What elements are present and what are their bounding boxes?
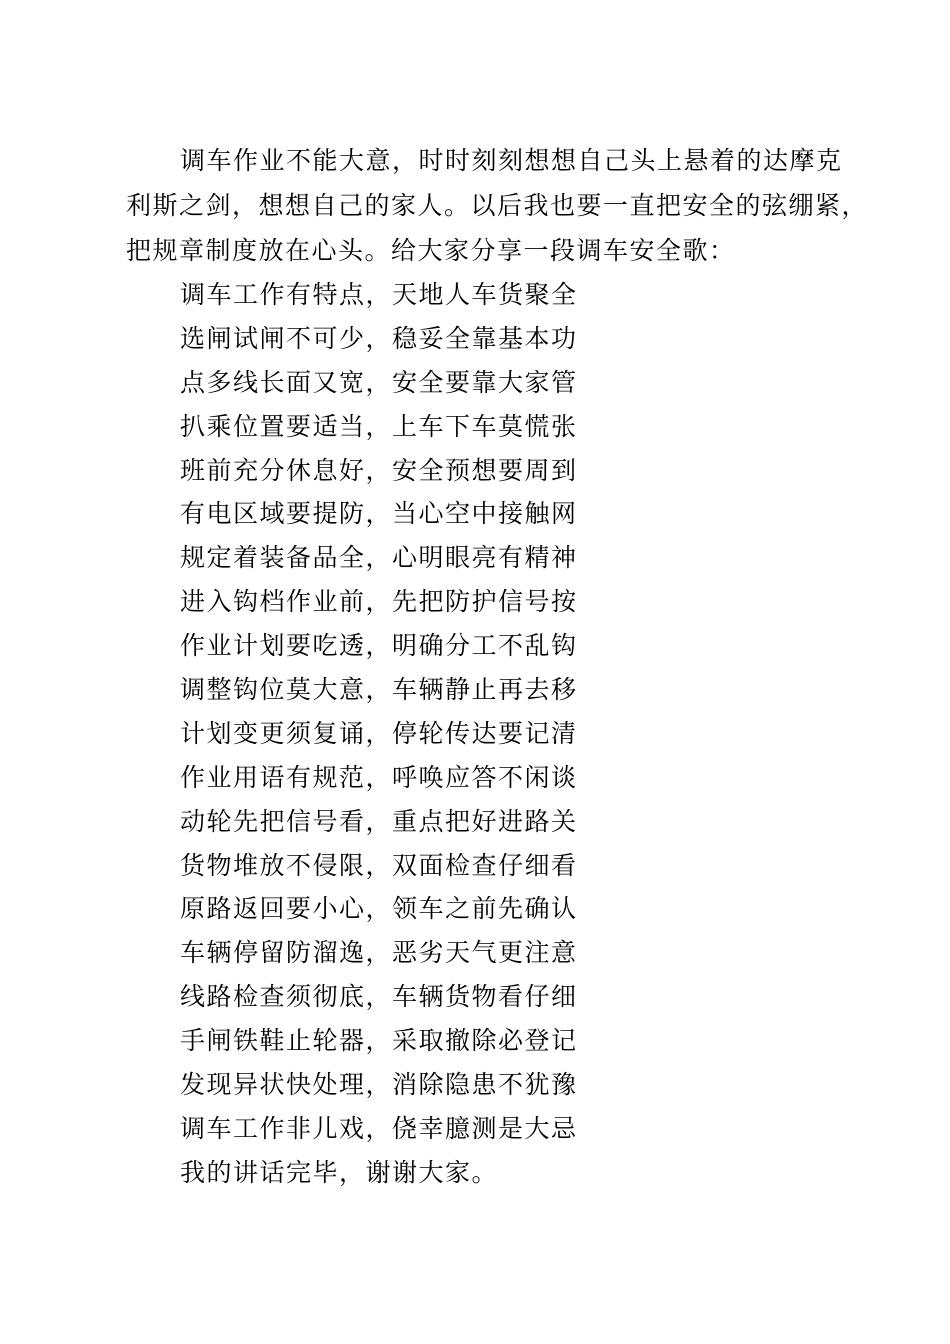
song-line: 班前充分休息好，安全预想要周到 <box>180 455 578 485</box>
song-line: 调整钩位莫大意，车辆静止再去移 <box>180 675 578 705</box>
song-line: 进入钩档作业前，先把防护信号按 <box>180 587 578 617</box>
speech-text <box>126 138 869 1195</box>
song-line: 扒乘位置要适当，上车下车莫慌张 <box>180 411 578 441</box>
song-line: 作业用语有规范，呼唤应答不闲谈 <box>180 762 578 792</box>
song-line: 手闸铁鞋止轮器，采取撤除必登记 <box>180 1026 578 1056</box>
song-line: 规定着装备品全，心明眼亮有精神 <box>180 543 578 573</box>
intro-line-1: 调车作业不能大意，时时刻刻想想自己头上悬着的达摩克 <box>180 146 843 175</box>
song-line: 货物堆放不侵限，双面检查仔细看 <box>180 850 578 880</box>
song-line: 调车工作非儿戏，侥幸臆测是大忌 <box>180 1113 578 1143</box>
song-line: 发现异状快处理，消除隐患不犹豫 <box>180 1070 578 1100</box>
song-line: 点多线长面又宽，安全要靠大家管 <box>180 367 578 397</box>
closing-line: 我的讲话完毕，谢谢大家。 <box>180 1157 499 1187</box>
song-line: 选闸试闸不可少，稳妥全靠基本功 <box>180 323 578 353</box>
intro-line-2: 利斯之剑，想想自己的家人。以后我也要一直把安全的弦绷紧， <box>126 191 869 220</box>
song-line: 原路返回要小心，领车之前先确认 <box>180 894 578 924</box>
song-line: 作业计划要吃透，明确分工不乱钩 <box>180 631 578 661</box>
safety-song <box>126 273 866 1195</box>
song-line: 有电区域要提防，当心空中接触网 <box>180 499 578 529</box>
intro-line-3: 把规章制度放在心头。给大家分享一段调车安全歌： <box>126 236 736 265</box>
song-line: 计划变更须复诵，停轮传达要记清 <box>180 718 578 748</box>
song-line: 车辆停留防溜逸，恶劣天气更注意 <box>180 938 578 968</box>
song-line: 调车工作有特点，天地人车货聚全 <box>180 280 578 309</box>
song-line: 线路检查须彻底，车辆货物看仔细 <box>180 982 578 1012</box>
song-line: 动轮先把信号看，重点把好进路关 <box>180 806 578 836</box>
